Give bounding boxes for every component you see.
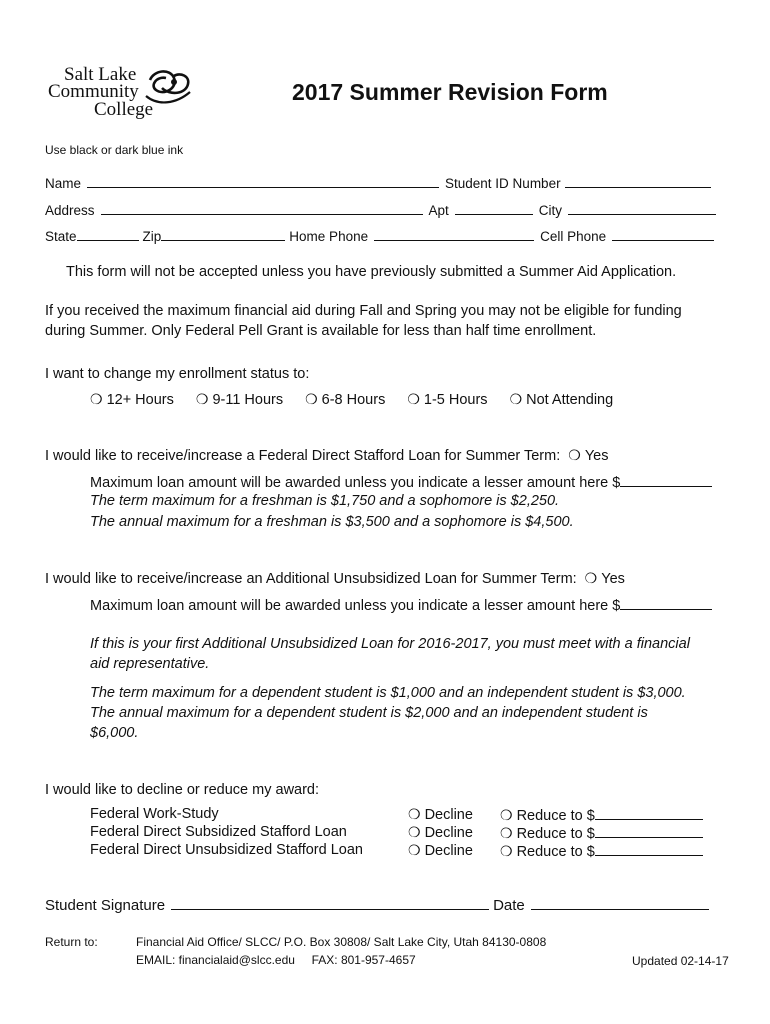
award-name: Federal Direct Subsidized Stafford Loan xyxy=(90,824,347,840)
return-address: Financial Aid Office/ SLCC/ P.O. Box 30808/ Salt Lake City, Utah 84130-0808 xyxy=(136,935,547,949)
reduce-text: Reduce to $ xyxy=(516,808,595,824)
radio-circle-icon: ❍ xyxy=(500,807,513,823)
unsub-max-amount-text: Maximum loan amount will be awarded unless you indicate a lesser amount here $ xyxy=(90,598,621,614)
reduce-text: Reduce to $ xyxy=(516,844,595,860)
decline-text: Decline xyxy=(424,807,473,823)
signature-row xyxy=(45,896,709,914)
stafford-amount-field[interactable] xyxy=(620,473,712,487)
option-12-plus-hours[interactable] xyxy=(90,391,174,408)
decline-text: Decline xyxy=(424,825,473,841)
address-row xyxy=(45,201,716,218)
option-label: 6-8 Hours xyxy=(321,392,386,408)
reduce-text: Reduce to $ xyxy=(516,826,595,842)
logo-line-1: Salt Lake xyxy=(64,64,137,85)
option-not-attending[interactable] xyxy=(510,391,614,408)
apt-field[interactable] xyxy=(455,201,533,215)
unsub-annual-max-2: $6,000. xyxy=(90,725,139,741)
home-phone-label: Home Phone xyxy=(289,229,369,244)
decline-option[interactable] xyxy=(408,824,473,841)
radio-circle-icon: ❍ xyxy=(500,825,513,841)
state-field[interactable] xyxy=(77,227,139,241)
unsub-amount-row xyxy=(90,596,712,614)
radio-circle-icon: ❍ xyxy=(500,843,513,859)
reduce-option[interactable] xyxy=(500,806,703,824)
radio-circle-icon: ❍ xyxy=(305,391,318,407)
apt-label: Apt xyxy=(428,203,449,218)
student-signature-label: Student Signature xyxy=(45,897,166,914)
name-field[interactable] xyxy=(87,174,439,188)
option-label: Not Attending xyxy=(526,392,614,408)
award-row-subsidized xyxy=(90,824,720,842)
award-name: Federal Work-Study xyxy=(90,806,219,822)
unsub-first-loan-1: If this is your first Additional Unsubsidized Loan for 2016-2017, you must meet with a financial xyxy=(90,636,690,652)
student-id-label: Student ID Number xyxy=(445,176,561,191)
reduce-amount-field[interactable] xyxy=(595,824,703,838)
unsub-amount-field[interactable] xyxy=(620,596,712,610)
unsub-loan-row xyxy=(45,570,647,587)
zip-label: Zip xyxy=(142,229,162,244)
state-label: State xyxy=(45,229,77,244)
cell-phone-label: Cell Phone xyxy=(540,229,607,244)
page-title: 2017 Summer Revision Form xyxy=(292,79,608,105)
radio-circle-icon: ❍ xyxy=(568,447,581,463)
contact-row xyxy=(45,227,714,244)
ink-note: Use black or dark blue ink xyxy=(45,143,184,157)
max-aid-notice-1: If you received the maximum financial aid during Fall and Spring you may not be eligible for funding xyxy=(45,303,682,319)
radio-circle-icon: ❍ xyxy=(584,570,598,586)
return-to-label: Return to: xyxy=(45,935,98,949)
radio-circle-icon: ❍ xyxy=(408,824,421,840)
radio-circle-icon: ❍ xyxy=(407,391,420,407)
yes-label: Yes xyxy=(601,571,625,587)
decline-option[interactable] xyxy=(408,842,473,859)
student-signature-field[interactable] xyxy=(171,896,489,910)
option-1-5-hours[interactable] xyxy=(407,391,487,408)
option-9-11-hours[interactable] xyxy=(196,391,283,408)
decline-label: I would like to decline or reduce my award: xyxy=(45,782,320,798)
max-aid-notice-2: during Summer. Only Federal Pell Grant is available for less than half time enrollment. xyxy=(45,323,597,339)
zip-field[interactable] xyxy=(161,227,285,241)
stafford-term-max: The term maximum for a freshman is $1,750 and a sophomore is $2,250. xyxy=(90,493,560,509)
unsub-term-max: The term maximum for a dependent student is $1,000 and an independent student is $3,000. xyxy=(90,685,686,701)
address-label: Address xyxy=(45,203,95,218)
stafford-label: I would like to receive/increase a Federal Direct Stafford Loan for Summer Term: xyxy=(45,448,561,464)
option-6-8-hours[interactable] xyxy=(305,391,385,408)
unsub-label: I would like to receive/increase an Additional Unsubsidized Loan for Summer Term: xyxy=(45,571,577,587)
unsub-first-loan-2: aid representative. xyxy=(90,656,210,672)
decline-option[interactable] xyxy=(408,806,473,823)
radio-circle-icon: ❍ xyxy=(195,391,209,407)
acceptance-notice: This form will not be accepted unless you have previously submitted a Summer Aid Application. xyxy=(66,264,677,280)
award-row-work-study xyxy=(90,806,720,824)
reduce-amount-field[interactable] xyxy=(595,842,703,856)
college-logo xyxy=(48,66,198,126)
option-label: 12+ Hours xyxy=(106,392,174,408)
radio-circle-icon: ❍ xyxy=(509,391,523,407)
contact-info: EMAIL: financialaid@slcc.edu FAX: 801-957-4657 xyxy=(136,953,416,967)
enrollment-label: I want to change my enrollment status to: xyxy=(45,366,310,382)
award-name: Federal Direct Unsubsidized Stafford Loan xyxy=(90,842,363,858)
stafford-annual-max: The annual maximum for a freshman is $3,500 and a sophomore is $4,500. xyxy=(90,514,574,530)
unsub-annual-max-1: The annual maximum for a dependent student is $2,000 and an independent student is xyxy=(90,705,648,721)
logo-line-2: Community xyxy=(48,81,139,102)
radio-circle-icon: ❍ xyxy=(408,842,421,858)
radio-circle-icon: ❍ xyxy=(408,806,421,822)
reduce-amount-field[interactable] xyxy=(595,806,703,820)
award-row-unsubsidized xyxy=(90,842,720,860)
name-row xyxy=(45,174,711,191)
stafford-max-amount-text: Maximum loan amount will be awarded unless you indicate a lesser amount here $ xyxy=(90,475,621,491)
logo-emblem-icon xyxy=(144,66,192,106)
student-id-field[interactable] xyxy=(565,174,711,188)
cell-phone-field[interactable] xyxy=(612,227,714,241)
enrollment-options xyxy=(90,391,635,408)
home-phone-field[interactable] xyxy=(374,227,534,241)
logo-line-3: College xyxy=(94,99,154,120)
stafford-loan-row xyxy=(45,447,630,464)
name-label: Name xyxy=(45,176,82,191)
date-label: Date xyxy=(493,897,525,914)
decline-text: Decline xyxy=(424,843,473,859)
option-label: 9-11 Hours xyxy=(212,392,284,408)
city-label: City xyxy=(538,203,563,218)
city-field[interactable] xyxy=(568,201,716,215)
unsub-yes-option[interactable] xyxy=(585,570,625,587)
address-field[interactable] xyxy=(101,201,423,215)
stafford-yes-option[interactable] xyxy=(568,447,608,464)
stafford-amount-row xyxy=(90,473,712,491)
updated-date: Updated 02-14-17 xyxy=(632,954,729,968)
reduce-option[interactable] xyxy=(500,824,703,842)
date-field[interactable] xyxy=(531,896,709,910)
option-label: 1-5 Hours xyxy=(423,392,488,408)
yes-label: Yes xyxy=(584,448,609,464)
reduce-option[interactable] xyxy=(500,842,703,860)
radio-circle-icon: ❍ xyxy=(90,391,103,407)
